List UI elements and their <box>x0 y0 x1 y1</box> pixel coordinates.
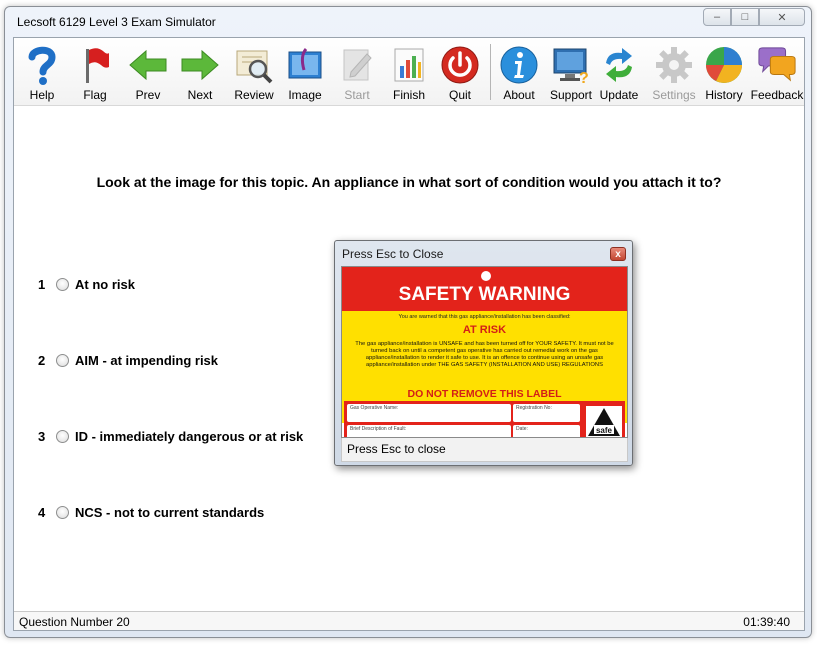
minimize-button[interactable] <box>703 8 731 26</box>
answer-option-4[interactable] <box>38 505 264 520</box>
quit-label: Quit <box>448 88 471 102</box>
answer-number: 3 <box>38 429 46 444</box>
label-form-area <box>344 401 625 438</box>
update-button[interactable] <box>599 44 639 104</box>
next-arrow-icon <box>180 44 220 86</box>
help-label: Help <box>29 88 55 102</box>
finish-label: Finish <box>392 88 425 102</box>
field-registration <box>513 404 580 422</box>
about-button[interactable] <box>499 44 539 104</box>
label-intro: You are warned that this gas appliance/installation has been classified: <box>398 314 571 320</box>
start-icon <box>337 44 377 86</box>
answer-radio[interactable] <box>56 278 69 291</box>
answer-label: At no risk <box>75 277 135 292</box>
field-operative <box>347 404 511 422</box>
toolbar <box>14 38 804 106</box>
feedback-label: Feedback <box>750 88 804 102</box>
answer-radio[interactable] <box>56 430 69 443</box>
image-icon <box>285 44 325 86</box>
about-icon <box>499 44 539 86</box>
window-controls <box>703 8 805 26</box>
label-heading: SAFETY WARNING <box>398 284 571 305</box>
question-number: Question Number 20 <box>19 615 130 629</box>
update-icon <box>599 44 639 86</box>
start-button[interactable] <box>337 44 377 104</box>
answer-label: NCS - not to current standards <box>75 505 265 520</box>
quit-icon <box>440 44 480 86</box>
history-button[interactable] <box>704 44 744 104</box>
history-icon <box>704 44 744 86</box>
flag-button[interactable] <box>75 44 115 104</box>
review-icon <box>234 44 274 86</box>
gas-safe-logo-text: safe <box>595 426 613 435</box>
label-classification: AT RISK <box>462 324 507 336</box>
close-button[interactable] <box>759 8 805 26</box>
field-fault <box>347 425 511 438</box>
settings-label: Settings <box>652 88 696 102</box>
settings-button[interactable] <box>650 44 698 104</box>
help-icon <box>22 44 62 86</box>
gas-safe-logo <box>586 406 622 438</box>
field-fault-label: Brief Description of Fault: <box>350 426 407 432</box>
svg-text:?: ? <box>579 70 589 85</box>
image-label: Image <box>288 88 322 102</box>
flag-label: Flag <box>83 88 107 102</box>
update-label: Update <box>599 88 639 102</box>
window-title: Lecsoft 6129 Level 3 Exam Simulator <box>17 15 216 29</box>
title-bar[interactable] <box>5 7 811 37</box>
field-registration-label: Registration No: <box>516 405 552 411</box>
support-icon <box>551 44 591 86</box>
field-date-label: Date: <box>516 426 528 432</box>
maximize-button[interactable] <box>731 8 759 26</box>
label-body-text: The gas appliance/installation is UNSAFE and has been turned off for YOUR SAFETY. It must not be turned back on until a competent gas operative has carried out remedial work on the gas appliance/installation to render it safe to use. It is an offence to continue using an unsafe gas appliance/installation under THE GAS SAFETY (INSTALLATION AND USE) REGULATIONS <box>355 341 614 368</box>
support-button[interactable] <box>547 44 595 104</box>
prev-label: Prev <box>135 88 161 102</box>
field-operative-label: Gas Operative Name: <box>350 405 399 411</box>
answer-option-1[interactable] <box>38 277 135 292</box>
popup-close-button[interactable] <box>610 247 626 261</box>
popup-title: Press Esc to Close <box>342 247 444 261</box>
next-label: Next <box>187 88 213 102</box>
answer-radio[interactable] <box>56 506 69 519</box>
answer-option-2[interactable] <box>38 353 218 368</box>
next-button[interactable] <box>180 44 220 104</box>
status-bar <box>14 611 804 630</box>
image-popup <box>334 240 633 466</box>
image-button[interactable] <box>285 44 325 104</box>
question-text: Look at the image for this topic. An appliance in what sort of condition would you attach it to? <box>96 174 722 190</box>
prev-arrow-icon <box>128 44 168 86</box>
feedback-button[interactable] <box>752 44 802 104</box>
label-do-not-remove: DO NOT REMOVE THIS LABEL <box>407 388 562 400</box>
label-hole <box>481 271 491 281</box>
answer-radio[interactable] <box>56 354 69 367</box>
popup-footer <box>341 438 628 462</box>
quit-button[interactable] <box>440 44 480 104</box>
field-date <box>513 425 580 438</box>
finish-button[interactable] <box>389 44 429 104</box>
feedback-icon <box>757 44 797 86</box>
support-label: Support <box>549 88 593 102</box>
answer-label: AIM - at impending risk <box>75 353 219 368</box>
answer-number: 2 <box>38 353 46 368</box>
finish-icon <box>389 44 429 86</box>
answer-label: ID - immediately dangerous or at risk <box>75 429 304 444</box>
settings-icon <box>654 44 694 86</box>
toolbar-separator <box>490 44 491 100</box>
minimize-icon: – <box>713 11 721 23</box>
close-icon: x <box>615 248 621 260</box>
exam-timer: 01:39:40 <box>743 615 790 629</box>
help-button[interactable] <box>22 44 62 104</box>
history-label: History <box>705 88 743 102</box>
review-button[interactable] <box>232 44 276 104</box>
about-label: About <box>503 88 535 102</box>
review-label: Review <box>234 88 274 102</box>
answer-number: 1 <box>38 277 46 292</box>
popup-footer-text: Press Esc to close <box>347 442 446 456</box>
maximize-icon: □ <box>741 11 749 23</box>
flag-icon <box>75 44 115 86</box>
safety-warning-label-image <box>341 266 628 438</box>
answer-option-3[interactable] <box>38 429 303 444</box>
close-icon: ✕ <box>777 11 787 24</box>
prev-button[interactable] <box>128 44 168 104</box>
start-label: Start <box>344 88 370 102</box>
answer-number: 4 <box>38 505 46 520</box>
